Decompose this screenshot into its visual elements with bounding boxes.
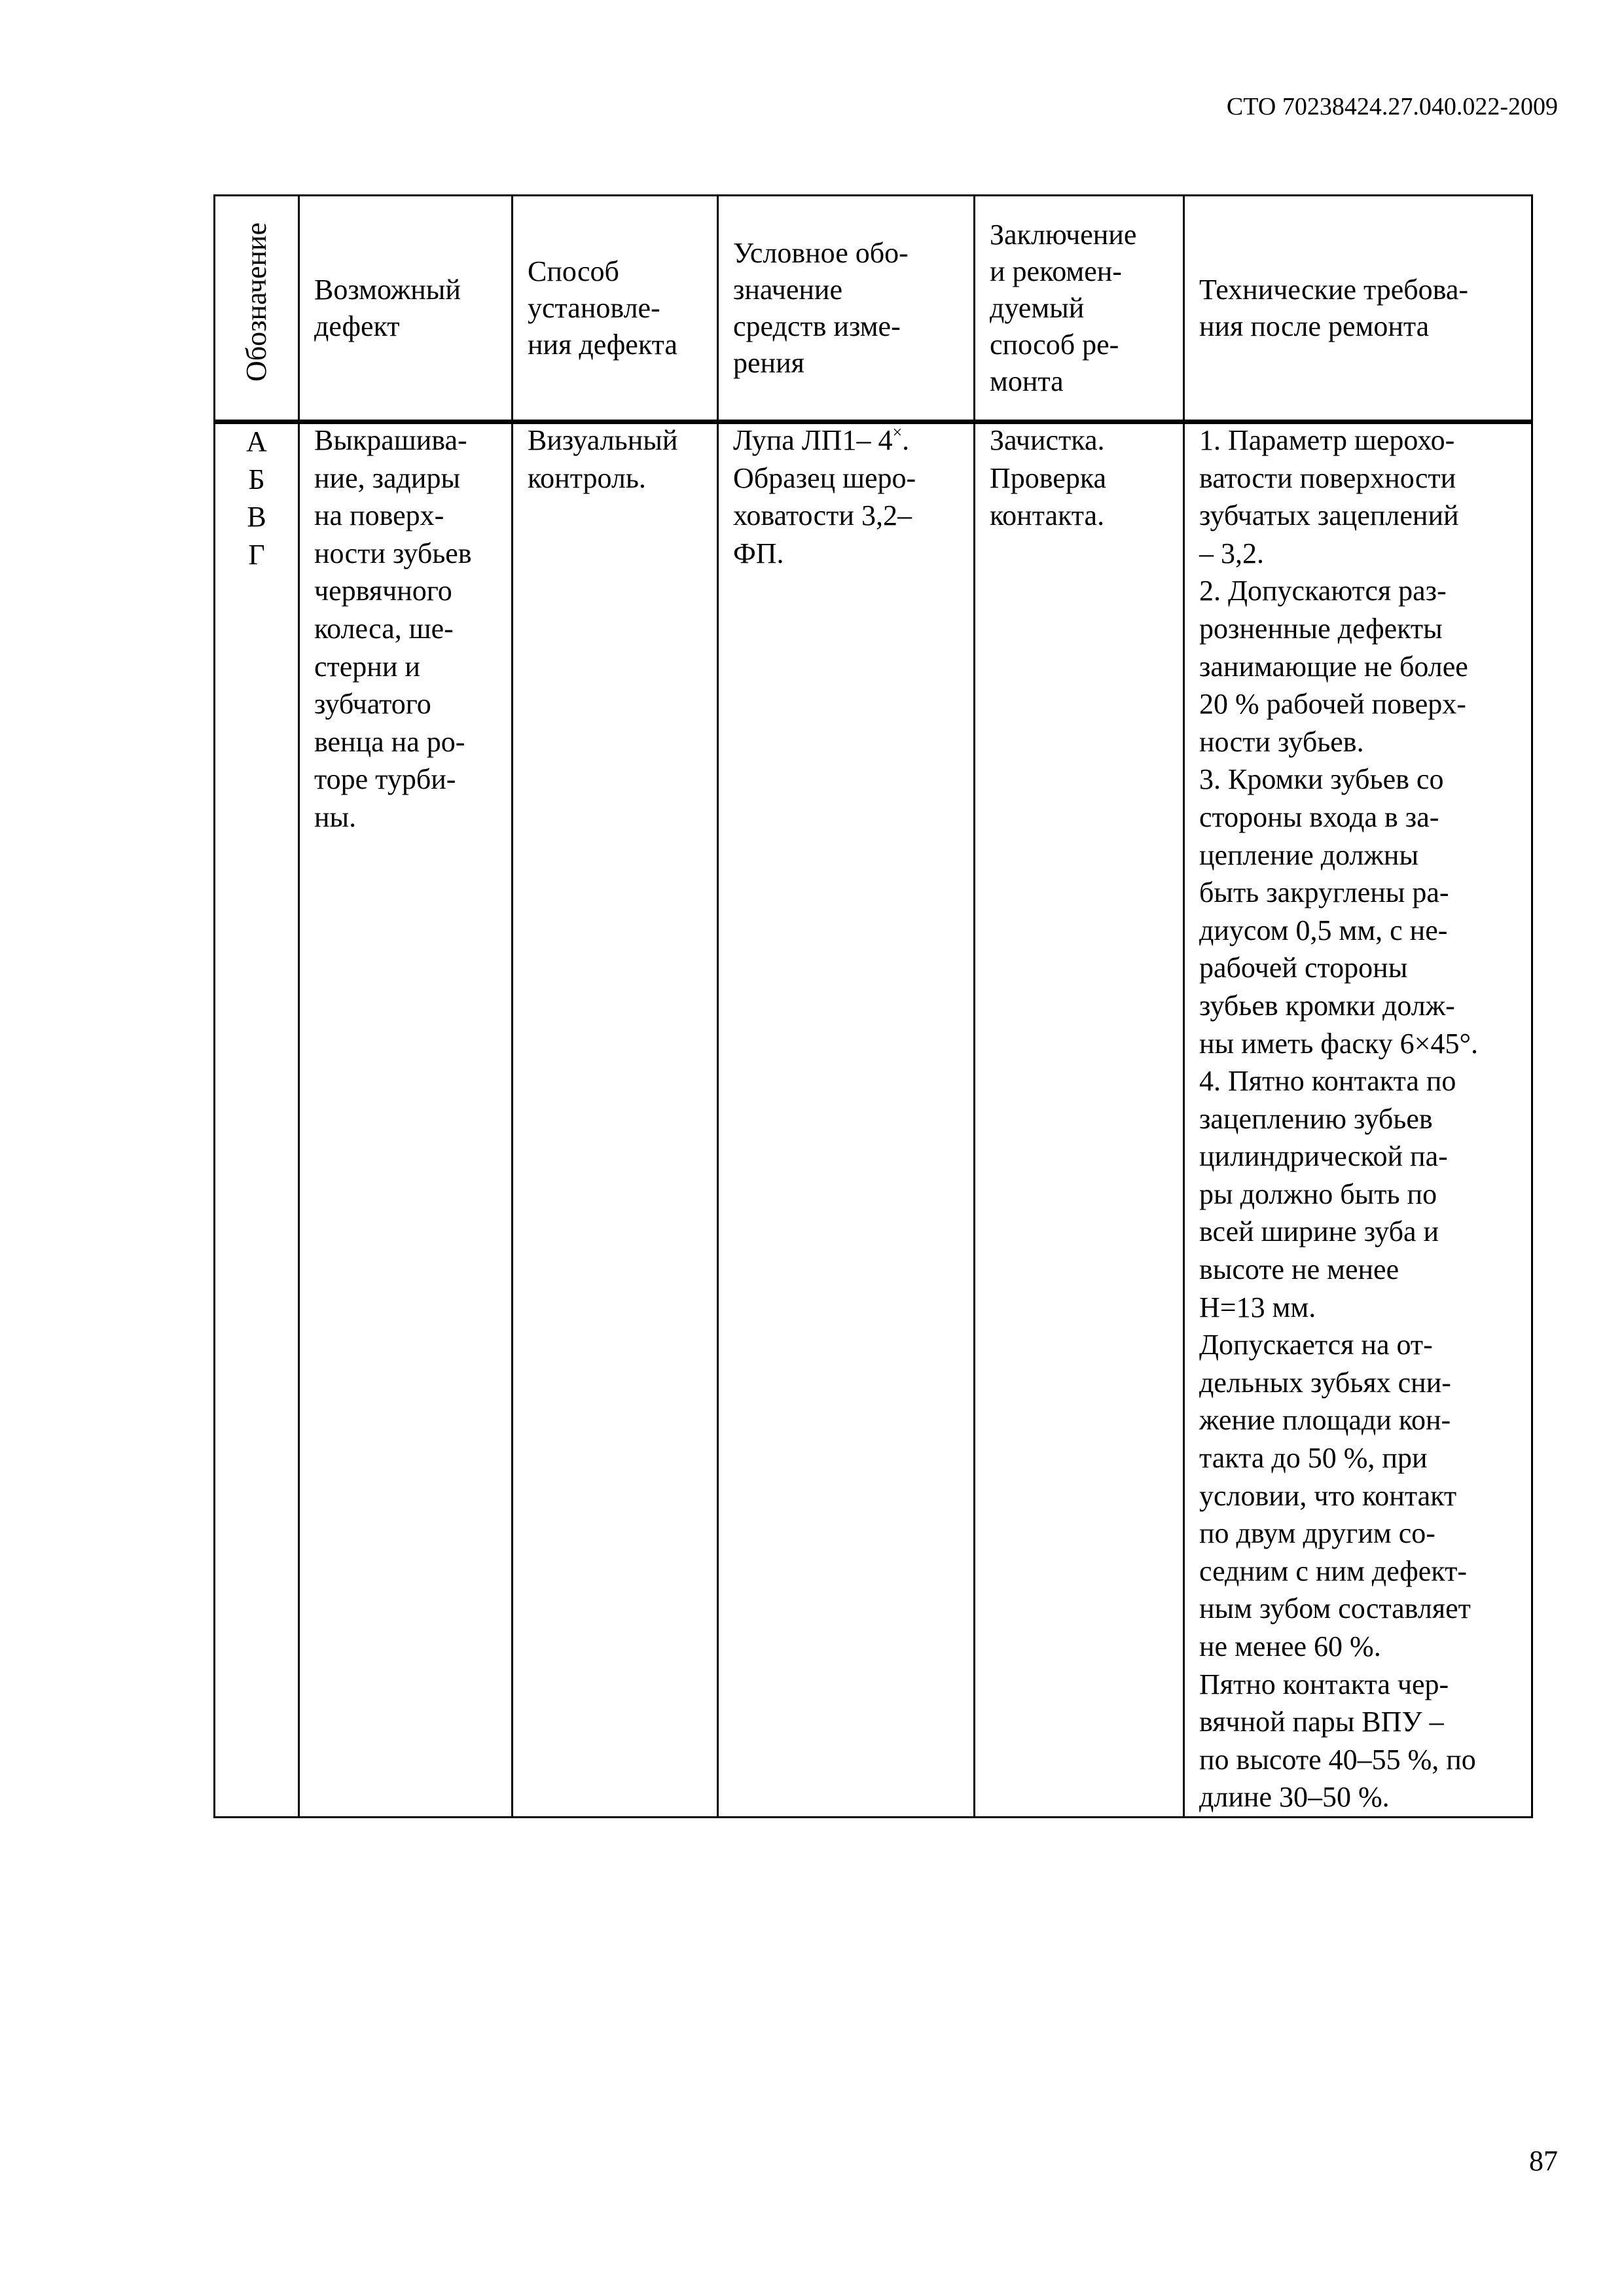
header-measuring-means <box>718 196 975 422</box>
designation-a: А <box>246 425 267 457</box>
header-measuring-means-label: Условное обо- значение средств изме- рения <box>733 236 909 379</box>
cell-measuring-means <box>718 422 975 1818</box>
defect-text: Выкрашива- ние, задиры на поверх- ности зубьев червячного колеса, ше- стерни и зубчатого венца на ро- торе турби- ны. <box>314 424 472 833</box>
defects-table <box>213 194 1533 1818</box>
designation-v: В <box>247 501 266 533</box>
header-repair-conclusion <box>975 196 1184 422</box>
measuring-means-main: Лупа ЛП1– 4 <box>733 424 893 456</box>
measuring-means-text <box>719 422 973 572</box>
magnification-sign: × <box>892 423 903 442</box>
detection-method-text: Визуальный контроль. <box>528 424 678 494</box>
measuring-means-rest: . Образец шеро- ховатости 3,2– ФП. <box>733 424 916 569</box>
table-header-row <box>215 196 1532 422</box>
header-designation <box>215 196 299 422</box>
header-possible-defect-label: Возможный дефект <box>314 273 461 342</box>
cell-designations <box>215 422 299 1818</box>
repair-text: Зачистка. Проверка контакта. <box>990 424 1107 532</box>
table-row <box>215 422 1532 1818</box>
designation-g: Г <box>248 538 265 571</box>
header-designation-label: Обозначение <box>240 222 272 382</box>
cell-requirements <box>1184 422 1532 1818</box>
cell-defect <box>299 422 513 1818</box>
cell-detection-method <box>513 422 718 1818</box>
header-detection-method-label: Способ установле- ния дефекта <box>528 255 677 361</box>
document-code: СТО 70238424.27.040.022-2009 <box>1226 93 1558 120</box>
header-technical-requirements <box>1184 196 1532 422</box>
header-technical-requirements-label: Технические требова- ния после ремонта <box>1199 273 1469 342</box>
header-detection-method <box>513 196 718 422</box>
cell-repair <box>975 422 1184 1818</box>
requirements-text: 1. Параметр шерохо- ватости поверхности зубчатых зацеплений – 3,2. 2. Допускаются раз- розненные дефекты занимающие не более 20 % рабочей поверх- ности зубьев. 3. Кромки зубьев со стороны входа в за- цепление должны быть закруглены ра- диусом 0,5 мм, с не- рабочей стороны зубьев кромки долж- ны иметь фаску 6×45°. 4. Пятно контакта по зацеплению зубьев цилиндрической па- ры должно быть по всей ширине зуба и высоте не менее Н=13 мм. Допускается на от- дельных зубьях сни- жение площади кон- такта до 50 %, при условии, что контакт по двум другим со- седним с ним дефект- ным зубом составляет не менее 60 %. Пятно контакта чер- вячной пары ВПУ – по высоте 40–55 %, по длине 30–50 %. <box>1199 424 1479 1814</box>
designation-b: Б <box>248 463 265 495</box>
header-possible-defect <box>299 196 513 422</box>
header-repair-conclusion-label: Заключение и рекомен- дуемый способ ре- монта <box>990 218 1137 397</box>
page-number: 87 <box>1529 2145 1558 2177</box>
